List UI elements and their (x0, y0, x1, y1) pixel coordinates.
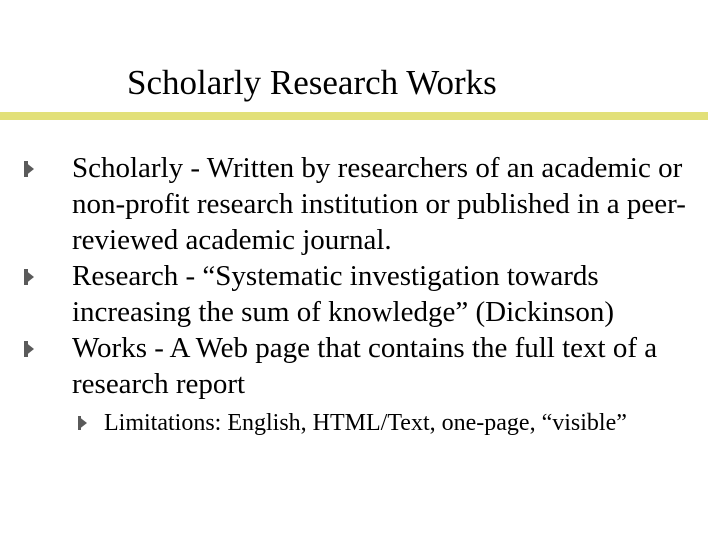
bullet-text: Scholarly - Written by researchers of an academic or non-profit research institution or published in a peer-reviewed academic journal. (72, 152, 686, 256)
bullet-text: Research - “Systematic investigation towards increasing the sum of knowledge” (Dickinson) (72, 260, 614, 328)
bullet-item (0, 330, 720, 402)
sub-bullet-text: Limitations: English, HTML/Text, one-page, “visible” (104, 410, 627, 436)
chevron-right-icon (24, 161, 34, 177)
slide-title: Scholarly Research Works (127, 63, 497, 102)
title-underline (0, 112, 708, 120)
sub-bullet-item (0, 408, 720, 438)
chevron-right-icon (78, 416, 87, 430)
bullet-item (0, 150, 720, 258)
bullet-item (0, 258, 720, 330)
bullet-text: Works - A Web page that contains the full text of a research report (72, 332, 658, 400)
chevron-right-icon (24, 341, 34, 357)
bullet-list (0, 150, 720, 438)
chevron-right-icon (24, 269, 34, 285)
